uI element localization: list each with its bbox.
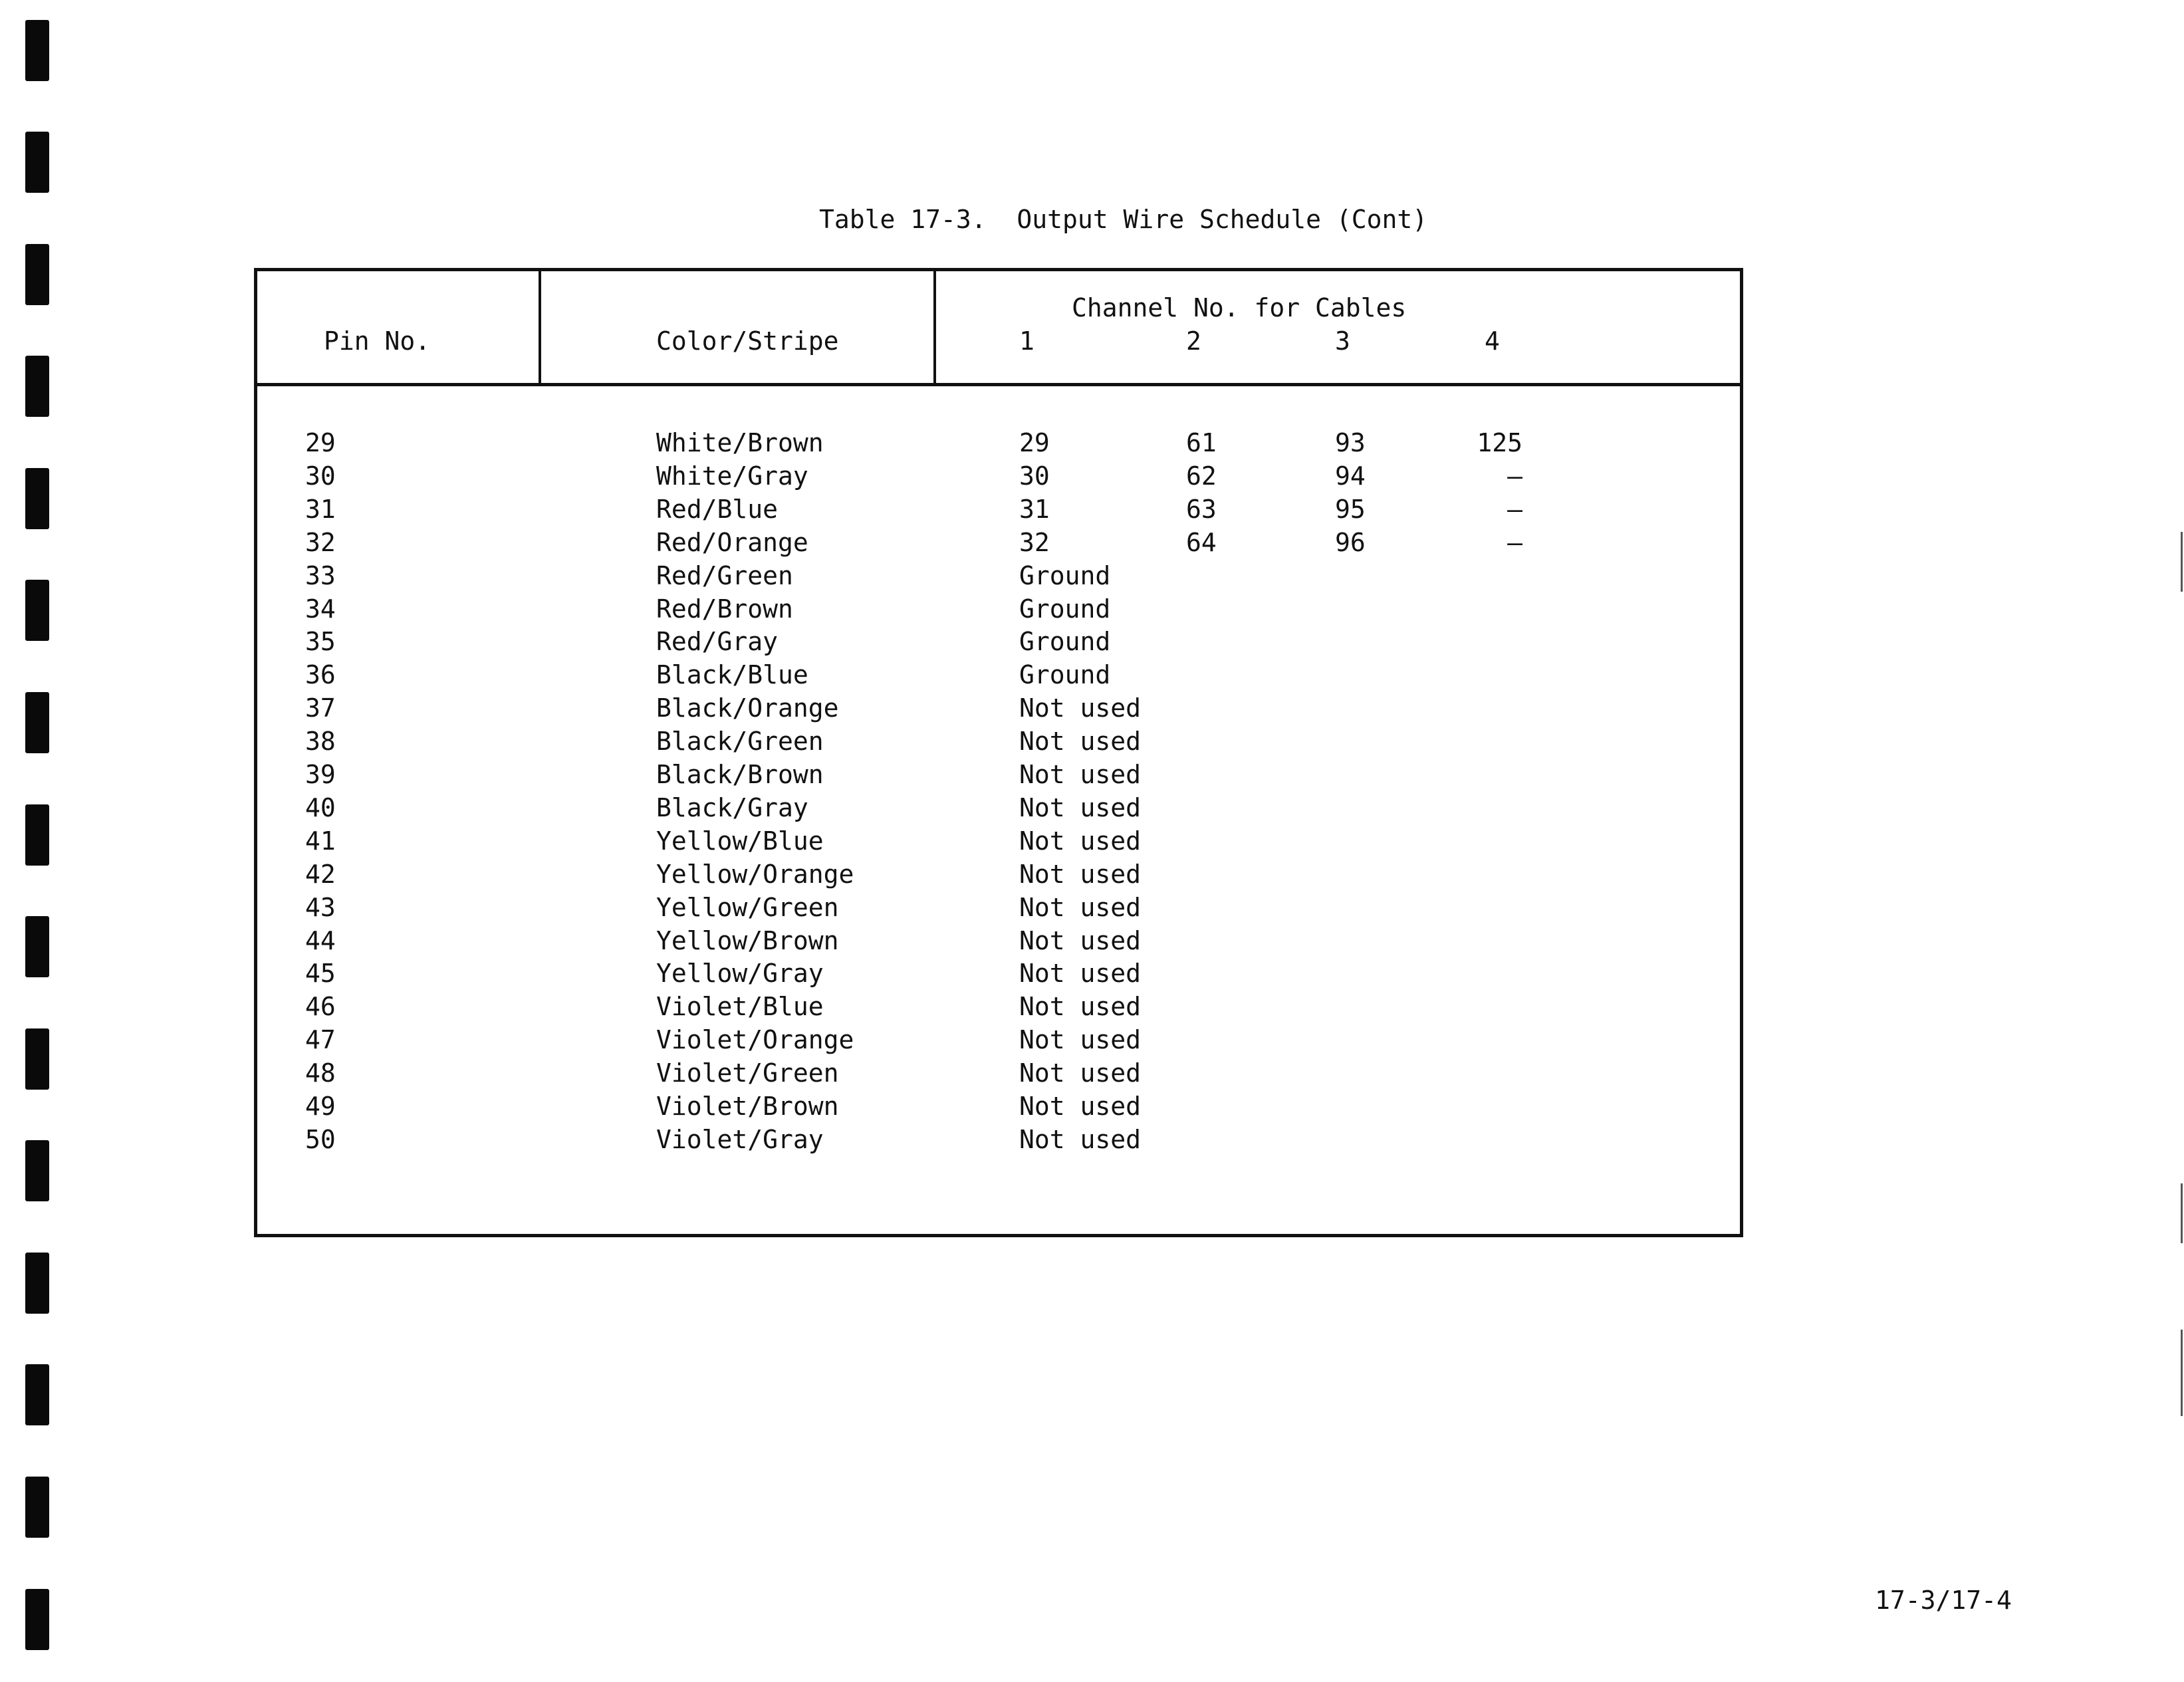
channel-2-cell: 63 [1186,494,1217,524]
binding-hole [25,244,49,305]
color-cell: Violet/Blue [656,992,824,1022]
pin-cell: 32 [305,527,336,557]
pin-cell: 50 [305,1124,336,1154]
color-cell: Violet/Green [656,1058,839,1088]
channel-1-cell: Not used [1019,925,1142,955]
channel-2-cell: 61 [1186,428,1217,457]
header-channel-2: 2 [1186,326,1201,356]
color-cell: Red/Orange [656,527,808,557]
color-cell: Yellow/Brown [656,925,839,955]
color-cell: Violet/Gray [656,1124,824,1154]
channel-1-cell: Not used [1019,760,1142,789]
channel-3-cell: 93 [1335,428,1366,457]
color-cell: Red/Blue [656,494,779,524]
pin-cell: 30 [305,461,336,491]
pin-cell: 40 [305,792,336,822]
channel-1-cell: Not used [1019,1092,1142,1121]
pin-cell: 43 [305,892,336,922]
channel-1-cell: 30 [1019,461,1050,491]
pin-cell: 37 [305,693,336,723]
pin-cell: 49 [305,1092,336,1121]
binding-hole [25,132,49,193]
color-cell: Yellow/Orange [656,859,854,889]
channel-3-cell: 95 [1335,494,1366,524]
channel-4-cell: – [1507,461,1522,491]
channel-1-cell: Not used [1019,992,1142,1022]
color-cell: Black/Brown [656,760,824,789]
color-cell: White/Gray [656,461,808,491]
pin-cell: 36 [305,660,336,690]
pin-cell: 47 [305,1025,336,1055]
header-channel-group: Channel No. for Cables [1072,293,1407,322]
table-caption: Table 17-3. Output Wire Schedule (Cont) [819,205,1428,234]
channel-1-cell: Not used [1019,1124,1142,1154]
channel-1-cell: Not used [1019,792,1142,822]
channel-2-cell: 64 [1186,527,1217,557]
binding-hole [25,804,49,866]
pin-cell: 29 [305,428,336,457]
binding-hole [25,1364,49,1425]
channel-1-cell: 29 [1019,428,1050,457]
channel-1-cell: Ground [1019,660,1111,690]
channel-1-cell: Not used [1019,693,1142,723]
color-cell: Red/Brown [656,594,793,624]
color-cell: Black/Gray [656,792,808,822]
pin-cell: 45 [305,959,336,989]
channel-1-cell: Not used [1019,959,1142,989]
binding-hole [25,692,49,753]
binding-hole [25,1477,49,1538]
header-channel-4: 4 [1485,326,1500,356]
channel-1-cell: Not used [1019,1058,1142,1088]
color-cell: Yellow/Green [656,892,839,922]
pin-cell: 31 [305,494,336,524]
pin-cell: 35 [305,627,336,657]
header-channel-3: 3 [1335,326,1350,356]
channel-1-cell: Not used [1019,859,1142,889]
header-pin-no: Pin No. [324,326,431,356]
binding-hole [25,916,49,977]
scan-edge-mark [2181,1183,2183,1243]
column-divider [539,271,541,383]
header-rule [257,383,1740,386]
binding-hole [25,356,49,417]
channel-3-cell: 94 [1335,461,1366,491]
channel-4-cell: – [1507,527,1522,557]
scan-edge-mark [2181,1330,2183,1416]
color-cell: Red/Gray [656,627,779,657]
channel-1-cell: Not used [1019,826,1142,856]
pin-cell: 48 [305,1058,336,1088]
binding-hole [25,1028,49,1090]
binding-hole [25,468,49,529]
channel-4-cell: 125 [1477,428,1522,457]
wire-schedule-table [254,268,1743,1237]
color-cell: Yellow/Gray [656,959,824,989]
binding-hole [25,1589,49,1650]
color-cell: Black/Green [656,727,824,757]
color-cell: Yellow/Blue [656,826,824,856]
channel-1-cell: Not used [1019,1025,1142,1055]
pin-cell: 44 [305,925,336,955]
pin-cell: 38 [305,727,336,757]
channel-4-cell: – [1507,494,1522,524]
channel-1-cell: Ground [1019,560,1111,590]
header-channel-1: 1 [1019,326,1034,356]
channel-1-cell: Ground [1019,594,1111,624]
pin-cell: 46 [305,992,336,1022]
color-cell: Red/Green [656,560,793,590]
column-divider [933,271,936,383]
binding-hole [25,1140,49,1201]
scan-edge-mark [2181,532,2183,592]
color-cell: Black/Orange [656,693,839,723]
pin-cell: 41 [305,826,336,856]
pin-cell: 33 [305,560,336,590]
channel-1-cell: 32 [1019,527,1050,557]
color-cell: Black/Blue [656,660,808,690]
color-cell: White/Brown [656,428,824,457]
channel-1-cell: Ground [1019,627,1111,657]
channel-2-cell: 62 [1186,461,1217,491]
binding-hole [25,580,49,641]
binding-hole [25,20,49,81]
pin-cell: 39 [305,760,336,789]
page-number: 17-3/17-4 [1875,1586,2012,1615]
header-color-stripe: Color/Stripe [656,326,839,356]
pin-cell: 42 [305,859,336,889]
channel-1-cell: Not used [1019,727,1142,757]
color-cell: Violet/Brown [656,1092,839,1121]
binding-hole [25,1253,49,1314]
channel-3-cell: 96 [1335,527,1366,557]
pin-cell: 34 [305,594,336,624]
color-cell: Violet/Orange [656,1025,854,1055]
channel-1-cell: Not used [1019,892,1142,922]
channel-1-cell: 31 [1019,494,1050,524]
